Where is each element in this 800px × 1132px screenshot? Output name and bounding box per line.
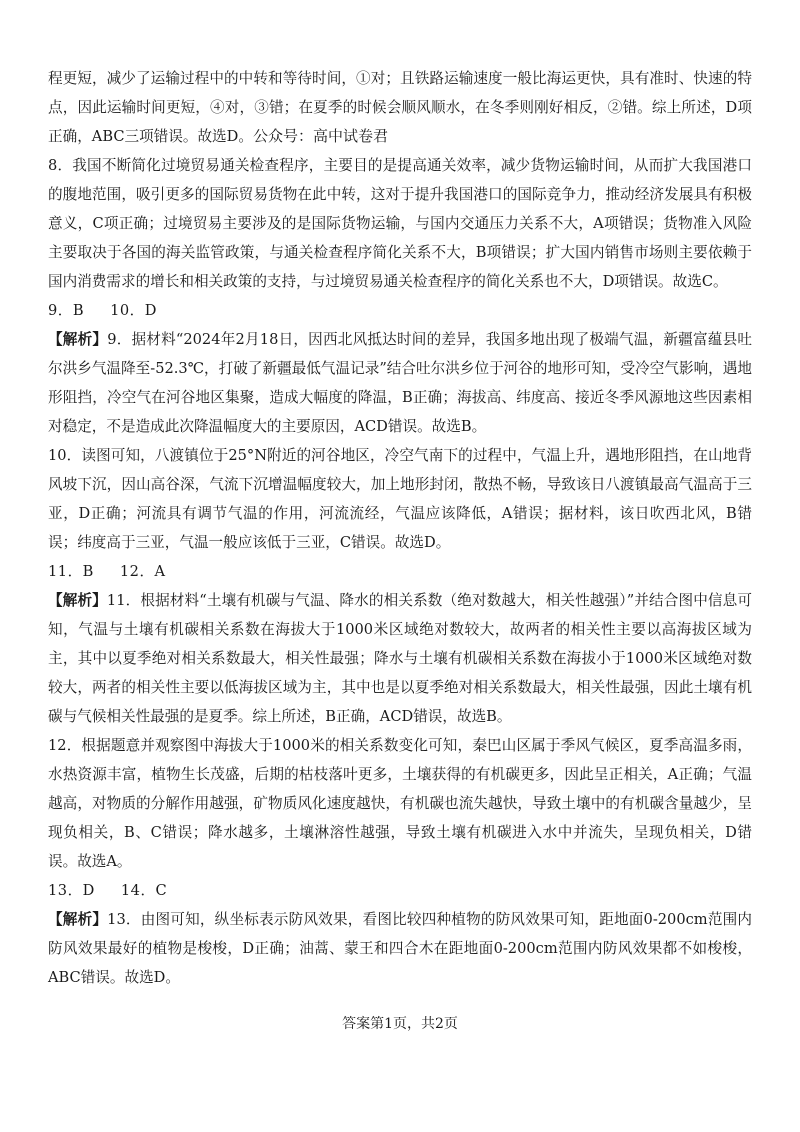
analysis-paragraph-11: 【解析】11．根据材料“土壤有机碳与气温、降水的相关系数（绝对数越大，相关性越强）”并结合图中信息可知，气温与土壤有机碳相关系数在海拔大于1000米区域绝对数较大，故两者的相关性主要以高海拔区域为主，其中以夏季绝对相关系数最大，相关性最强；降水与土壤有机碳相关系数在海拔小于1000米区域绝对数较大，两者的相关性主要以低海拔区域为主，其中也是以夏季绝对相关系数最大，相关性最强，因此土壤有机碳与气候相关性最强的是夏季。综上所述，B正确，ACD错误，故选B。 — [48, 592, 752, 725]
answer-paragraph-12: 12．根据题意并观察图中海拔大于1000米的相关系数变化可知，秦巴山区属于季风气候区，夏季高温多雨，水热资源丰富，植物生长茂盛，后期的枯枝落叶更多，土壤获得的有机碳更多，因此呈正相关，A正确；气温越高，对物质的分解作用越强，矿物质风化速度越快，有机碳也流失越快，导致土壤中的有机碳含量越少，呈现负相关，B、C错误；降水越多，土壤淋溶性越强，导致土壤有机碳进入水中并流失，呈现负相关，D错误。故选A。 — [48, 737, 752, 870]
answer-9: 9．B — [48, 302, 85, 319]
analysis-label: 【解析】 — [48, 331, 108, 348]
watermark-badge: 公众号：高中试卷君 — [252, 127, 388, 145]
answer-14: 14．C — [120, 882, 168, 899]
answer-paragraph-10: 10．读图可知，八渡镇位于25°N附近的河谷地区，冷空气南下的过程中，气温上升，遇地形阻挡，在山地背风坡下沉，因山高谷深，气流下沉增温幅度较大，加上地形封闭，散热不畅，导致该日八渡镇最高气温高于三亚，D正确；河流具有调节气温的作用，河流流经，气温应该降低，A错误；据材料，该日吹西北风，B错误；纬度高于三亚，气温一般应该低于三亚，C错误。故选D。 — [48, 447, 752, 551]
answer-key-9-10 — [48, 296, 752, 325]
answer-content — [48, 64, 752, 992]
analysis-paragraph-9: 【解析】9．据材料“2024年2月18日，因西北风抵达时间的差异，我国多地出现了极端气温，新疆富蕴县吐尔洪乡气温降至-52.3℃，打破了新疆最低气温记录”结合吐尔洪乡位于河谷的地形可知，受冷空气影响，遇地形阻挡，冷空气在河谷地区集聚，造成大幅度的降温，B正确；海拔高、纬度高、接近冬季风源地这些因素相对稳定，不是造成此次降温幅度大的主要原因，ACD错误。故选B。 — [48, 331, 752, 435]
answer-10: 10．D — [110, 302, 157, 319]
page-footer — [0, 1014, 800, 1034]
page-number-label: 答案第1页，共2页 — [342, 1016, 458, 1032]
answer-paragraph-8: 8．我国不断简化过境贸易通关检查程序，主要目的是提高通关效率，减少货物运输时间，从而扩大我国港口的腹地范围，吸引更多的国际贸易货物在此中转，这对于提升我国港口的国际竞争力，推动经济发展具有积极意义，C项正确；过境贸易主要涉及的是国际货物运输，与国内交通压力关系不大，A项错误；货物准入风险主要取决于各国的海关监管政策，与通关检查程序简化关系不大，B项错误；扩大国内销售市场则主要依赖于国内消费需求的增长和相关政策的支持，与过境贸易通关检查程序的简化关系也不大，D项错误。故选C。 — [48, 157, 752, 290]
answer-13: 13．D — [48, 882, 95, 899]
answer-12: 12．A — [119, 563, 166, 580]
answer-11: 11．B — [48, 563, 94, 580]
answer-key-11-12 — [48, 557, 752, 586]
answer-key-13-14 — [48, 876, 752, 905]
answer-paragraph-7-continued: 程更短，减少了运输过程中的中转和等待时间，①对；且铁路运输速度一般比海运更快，具有准时、快速的特点，因此运输时间更短，④对，③错；在夏季的时候会顺风顺水，在冬季则刚好相反，②错。综上所述，D项正确，ABC三项错误。故选D。公众号：高中试卷君 — [48, 70, 752, 145]
analysis-label: 【解析】 — [48, 592, 107, 609]
analysis-paragraph-13: 【解析】13．由图可知，纵坐标表示防风效果，看图比较四种植物的防风效果可知，距地面0-200cm范围内防风效果最好的植物是梭梭，D正确；油蒿、蒙王和四合木在距地面0-200cm范围内防风效果都不如梭梭，ABC错误。故选D。 — [48, 911, 752, 986]
analysis-label: 【解析】 — [48, 911, 108, 928]
